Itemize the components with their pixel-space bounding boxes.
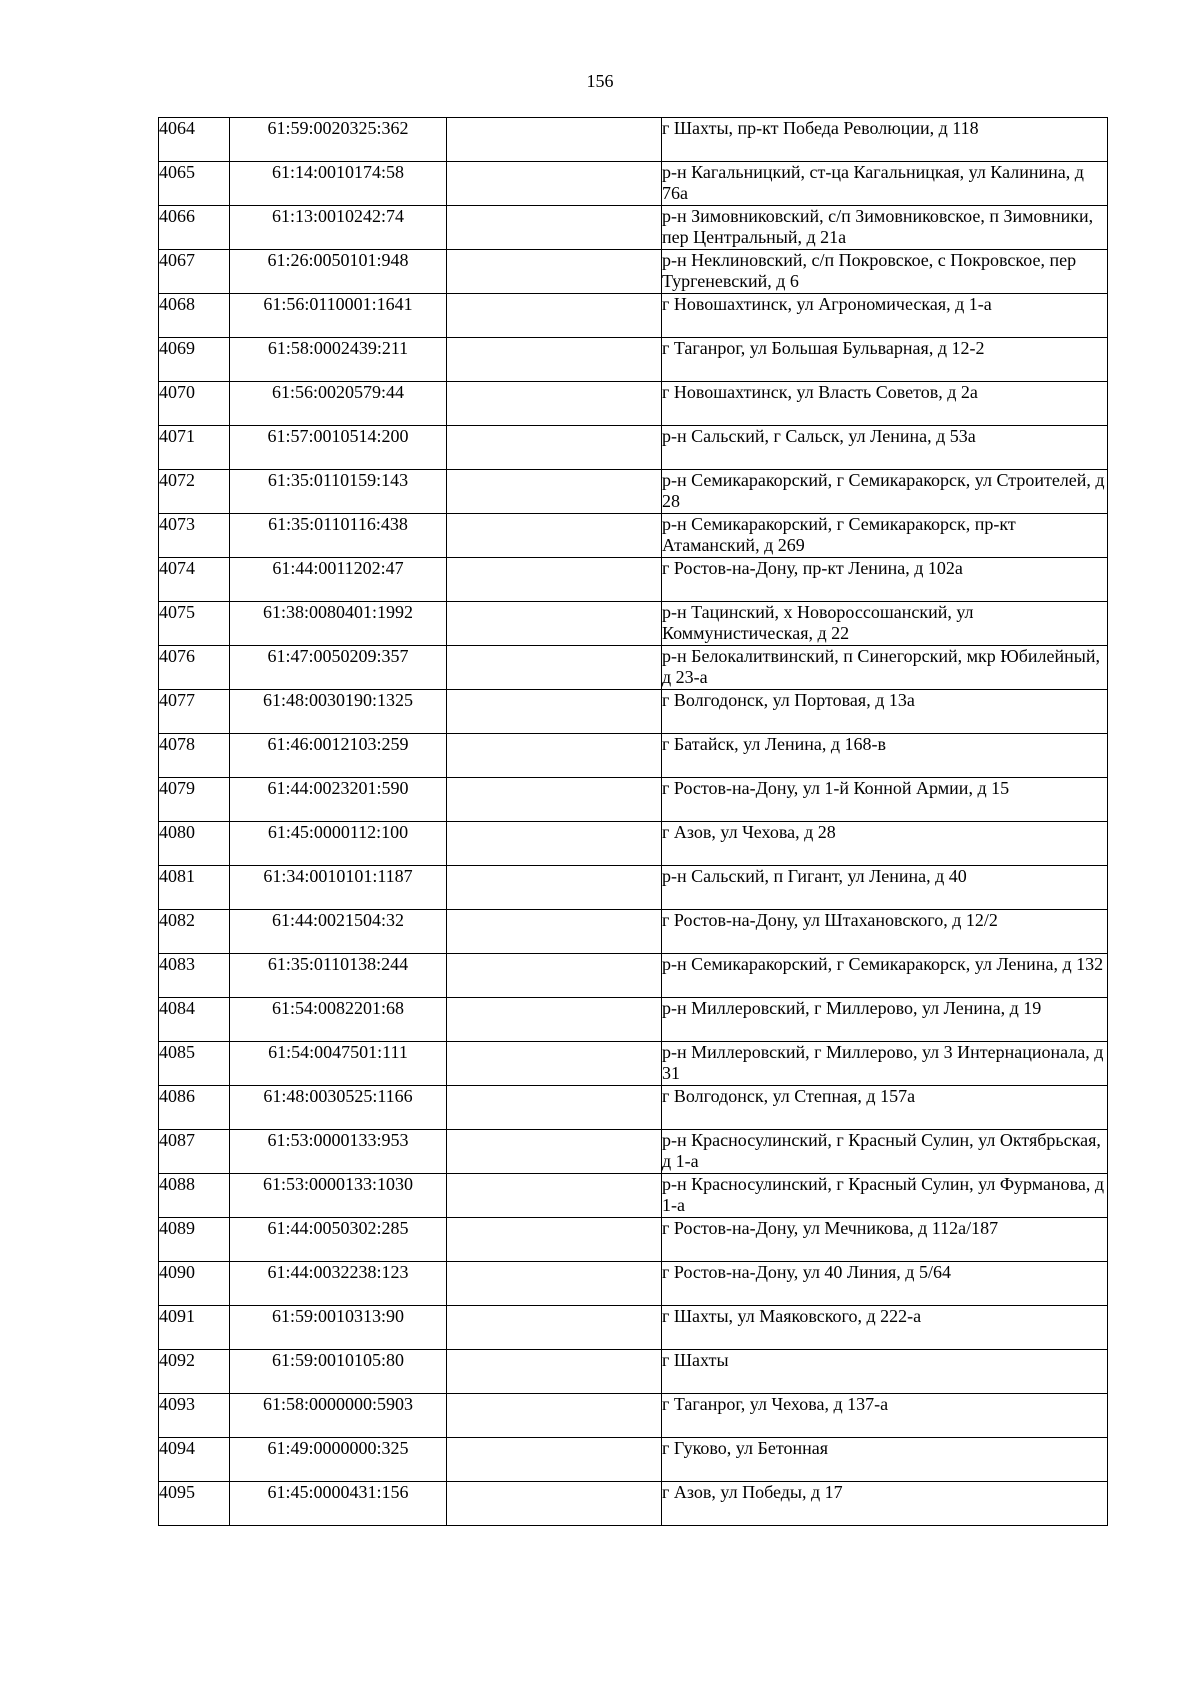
cadastral-number-cell: 61:13:0010242:74 — [230, 206, 447, 250]
empty-cell — [447, 294, 662, 338]
row-number-cell: 4070 — [159, 382, 230, 426]
empty-cell — [447, 954, 662, 998]
address-cell: г Батайск, ул Ленина, д 168-в — [662, 734, 1108, 778]
empty-cell — [447, 558, 662, 602]
address-cell: г Ростов-на-Дону, пр-кт Ленина, д 102а — [662, 558, 1108, 602]
address-cell: г Шахты, ул Маяковского, д 222-а — [662, 1306, 1108, 1350]
address-cell: г Ростов-на-Дону, ул Штахановского, д 12/2 — [662, 910, 1108, 954]
table-row — [159, 558, 1108, 602]
row-number-cell: 4087 — [159, 1130, 230, 1174]
empty-cell — [447, 1262, 662, 1306]
address-cell: г Новошахтинск, ул Власть Советов, д 2а — [662, 382, 1108, 426]
empty-cell — [447, 250, 662, 294]
table-row — [159, 294, 1108, 338]
address-cell: р-н Миллеровский, г Миллерово, ул 3 Интернационала, д 31 — [662, 1042, 1108, 1086]
empty-cell — [447, 1482, 662, 1526]
empty-cell — [447, 470, 662, 514]
row-number-cell: 4095 — [159, 1482, 230, 1526]
row-number-cell: 4071 — [159, 426, 230, 470]
empty-cell — [447, 910, 662, 954]
address-cell: р-н Семикаракорский, г Семикаракорск, ул Строителей, д 28 — [662, 470, 1108, 514]
address-cell: г Таганрог, ул Большая Бульварная, д 12-2 — [662, 338, 1108, 382]
empty-cell — [447, 998, 662, 1042]
cadastral-number-cell: 61:53:0000133:953 — [230, 1130, 447, 1174]
cadastral-number-cell: 61:38:0080401:1992 — [230, 602, 447, 646]
row-number-cell: 4090 — [159, 1262, 230, 1306]
row-number-cell: 4067 — [159, 250, 230, 294]
cadastral-number-cell: 61:35:0110138:244 — [230, 954, 447, 998]
table-row — [159, 690, 1108, 734]
empty-cell — [447, 734, 662, 778]
cadastral-number-cell: 61:54:0082201:68 — [230, 998, 447, 1042]
table-row — [159, 470, 1108, 514]
empty-cell — [447, 1086, 662, 1130]
table-row — [159, 1438, 1108, 1482]
cadastral-number-cell: 61:59:0010105:80 — [230, 1350, 447, 1394]
row-number-cell: 4083 — [159, 954, 230, 998]
empty-cell — [447, 1218, 662, 1262]
address-cell: р-н Неклиновский, с/п Покровское, с Покровское, пер Тургеневский, д 6 — [662, 250, 1108, 294]
registry-table-body — [159, 118, 1108, 1526]
cadastral-number-cell: 61:56:0020579:44 — [230, 382, 447, 426]
cadastral-number-cell: 61:56:0110001:1641 — [230, 294, 447, 338]
table-row — [159, 206, 1108, 250]
page-number: 156 — [586, 71, 614, 91]
row-number-cell: 4081 — [159, 866, 230, 910]
table-row — [159, 426, 1108, 470]
cadastral-number-cell: 61:26:0050101:948 — [230, 250, 447, 294]
address-cell: р-н Семикаракорский, г Семикаракорск, пр-кт Атаманский, д 269 — [662, 514, 1108, 558]
cadastral-number-cell: 61:59:0010313:90 — [230, 1306, 447, 1350]
row-number-cell: 4093 — [159, 1394, 230, 1438]
empty-cell — [447, 778, 662, 822]
table-row — [159, 1262, 1108, 1306]
address-cell: г Шахты — [662, 1350, 1108, 1394]
empty-cell — [447, 514, 662, 558]
empty-cell — [447, 1350, 662, 1394]
cadastral-number-cell: 61:44:0032238:123 — [230, 1262, 447, 1306]
empty-cell — [447, 1174, 662, 1218]
table-row — [159, 1394, 1108, 1438]
table-row — [159, 118, 1108, 162]
row-number-cell: 4077 — [159, 690, 230, 734]
empty-cell — [447, 690, 662, 734]
table-row — [159, 382, 1108, 426]
table-row — [159, 1482, 1108, 1526]
cadastral-number-cell: 61:48:0030525:1166 — [230, 1086, 447, 1130]
empty-cell — [447, 602, 662, 646]
row-number-cell: 4082 — [159, 910, 230, 954]
row-number-cell: 4079 — [159, 778, 230, 822]
empty-cell — [447, 1306, 662, 1350]
cadastral-number-cell: 61:44:0021504:32 — [230, 910, 447, 954]
table-row — [159, 1130, 1108, 1174]
row-number-cell: 4068 — [159, 294, 230, 338]
row-number-cell: 4076 — [159, 646, 230, 690]
address-cell: г Азов, ул Победы, д 17 — [662, 1482, 1108, 1526]
table-row — [159, 734, 1108, 778]
row-number-cell: 4092 — [159, 1350, 230, 1394]
table-row — [159, 514, 1108, 558]
address-cell: г Таганрог, ул Чехова, д 137-а — [662, 1394, 1108, 1438]
row-number-cell: 4074 — [159, 558, 230, 602]
address-cell: р-н Сальский, п Гигант, ул Ленина, д 40 — [662, 866, 1108, 910]
row-number-cell: 4084 — [159, 998, 230, 1042]
address-cell: р-н Тацинский, х Новороссошанский, ул Коммунистическая, д 22 — [662, 602, 1108, 646]
cadastral-number-cell: 61:35:0110116:438 — [230, 514, 447, 558]
cadastral-number-cell: 61:45:0000112:100 — [230, 822, 447, 866]
address-cell: р-н Миллеровский, г Миллерово, ул Ленина, д 19 — [662, 998, 1108, 1042]
row-number-cell: 4091 — [159, 1306, 230, 1350]
registry-table — [158, 117, 1108, 1526]
table-row — [159, 338, 1108, 382]
address-cell: г Новошахтинск, ул Агрономическая, д 1-а — [662, 294, 1108, 338]
table-row — [159, 1174, 1108, 1218]
empty-cell — [447, 646, 662, 690]
cadastral-number-cell: 61:35:0110159:143 — [230, 470, 447, 514]
table-row — [159, 998, 1108, 1042]
cadastral-number-cell: 61:57:0010514:200 — [230, 426, 447, 470]
table-row — [159, 250, 1108, 294]
table-row — [159, 1086, 1108, 1130]
row-number-cell: 4086 — [159, 1086, 230, 1130]
cadastral-number-cell: 61:48:0030190:1325 — [230, 690, 447, 734]
cadastral-number-cell: 61:59:0020325:362 — [230, 118, 447, 162]
cadastral-number-cell: 61:34:0010101:1187 — [230, 866, 447, 910]
empty-cell — [447, 1130, 662, 1174]
address-cell: р-н Красносулинский, г Красный Сулин, ул Октябрьская, д 1-а — [662, 1130, 1108, 1174]
row-number-cell: 4089 — [159, 1218, 230, 1262]
cadastral-number-cell: 61:58:0002439:211 — [230, 338, 447, 382]
cadastral-number-cell: 61:47:0050209:357 — [230, 646, 447, 690]
address-cell: г Ростов-на-Дону, ул 40 Линия, д 5/64 — [662, 1262, 1108, 1306]
empty-cell — [447, 162, 662, 206]
cadastral-number-cell: 61:53:0000133:1030 — [230, 1174, 447, 1218]
cadastral-number-cell: 61:44:0050302:285 — [230, 1218, 447, 1262]
row-number-cell: 4080 — [159, 822, 230, 866]
cadastral-number-cell: 61:58:0000000:5903 — [230, 1394, 447, 1438]
row-number-cell: 4065 — [159, 162, 230, 206]
cadastral-number-cell: 61:44:0011202:47 — [230, 558, 447, 602]
table-row — [159, 778, 1108, 822]
address-cell: г Ростов-на-Дону, ул Мечникова, д 112а/187 — [662, 1218, 1108, 1262]
empty-cell — [447, 1042, 662, 1086]
address-cell: г Волгодонск, ул Портовая, д 13а — [662, 690, 1108, 734]
table-row — [159, 1350, 1108, 1394]
empty-cell — [447, 1438, 662, 1482]
row-number-cell: 4088 — [159, 1174, 230, 1218]
cadastral-number-cell: 61:46:0012103:259 — [230, 734, 447, 778]
table-row — [159, 910, 1108, 954]
address-cell: г Волгодонск, ул Степная, д 157а — [662, 1086, 1108, 1130]
address-cell: р-н Белокалитвинский, п Синегорский, мкр Юбилейный, д 23-а — [662, 646, 1108, 690]
address-cell: г Азов, ул Чехова, д 28 — [662, 822, 1108, 866]
table-row — [159, 1218, 1108, 1262]
address-cell: р-н Семикаракорский, г Семикаракорск, ул Ленина, д 132 — [662, 954, 1108, 998]
address-cell: р-н Красносулинский, г Красный Сулин, ул Фурманова, д 1-а — [662, 1174, 1108, 1218]
row-number-cell: 4066 — [159, 206, 230, 250]
table-row — [159, 646, 1108, 690]
address-cell: р-н Кагальницкий, ст-ца Кагальницкая, ул Калинина, д 76а — [662, 162, 1108, 206]
row-number-cell: 4085 — [159, 1042, 230, 1086]
table-row — [159, 822, 1108, 866]
empty-cell — [447, 382, 662, 426]
table-row — [159, 602, 1108, 646]
table-row — [159, 954, 1108, 998]
row-number-cell: 4073 — [159, 514, 230, 558]
cadastral-number-cell: 61:45:0000431:156 — [230, 1482, 447, 1526]
address-cell: г Шахты, пр-кт Победа Революции, д 118 — [662, 118, 1108, 162]
table-row — [159, 1306, 1108, 1350]
cadastral-number-cell: 61:49:0000000:325 — [230, 1438, 447, 1482]
empty-cell — [447, 426, 662, 470]
empty-cell — [447, 206, 662, 250]
address-cell: г Гуково, ул Бетонная — [662, 1438, 1108, 1482]
row-number-cell: 4064 — [159, 118, 230, 162]
table-row — [159, 866, 1108, 910]
cadastral-number-cell: 61:14:0010174:58 — [230, 162, 447, 206]
row-number-cell: 4069 — [159, 338, 230, 382]
address-cell: р-н Сальский, г Сальск, ул Ленина, д 53а — [662, 426, 1108, 470]
empty-cell — [447, 822, 662, 866]
row-number-cell: 4072 — [159, 470, 230, 514]
cadastral-number-cell: 61:54:0047501:111 — [230, 1042, 447, 1086]
empty-cell — [447, 1394, 662, 1438]
table-row — [159, 162, 1108, 206]
empty-cell — [447, 866, 662, 910]
row-number-cell: 4075 — [159, 602, 230, 646]
cadastral-number-cell: 61:44:0023201:590 — [230, 778, 447, 822]
table-row — [159, 1042, 1108, 1086]
address-cell: г Ростов-на-Дону, ул 1-й Конной Армии, д 15 — [662, 778, 1108, 822]
empty-cell — [447, 338, 662, 382]
row-number-cell: 4078 — [159, 734, 230, 778]
empty-cell — [447, 118, 662, 162]
address-cell: р-н Зимовниковский, с/п Зимовниковское, п Зимовники, пер Центральный, д 21а — [662, 206, 1108, 250]
row-number-cell: 4094 — [159, 1438, 230, 1482]
